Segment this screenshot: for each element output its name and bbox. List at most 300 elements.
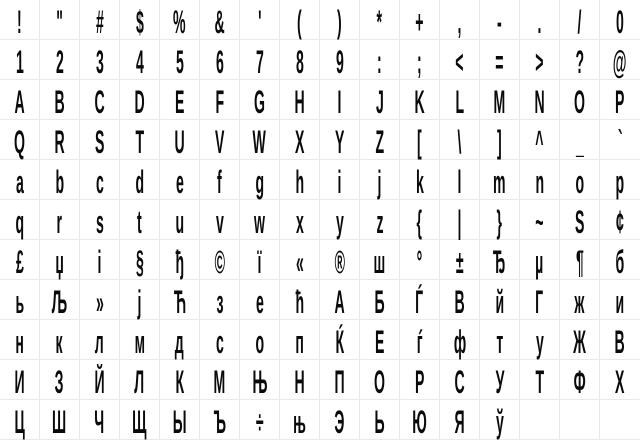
glyph: Ч	[94, 404, 105, 440]
glyph-cell	[0, 280, 40, 320]
glyph-cell	[160, 320, 200, 360]
glyph-cell	[0, 0, 40, 40]
glyph: 2	[55, 44, 64, 80]
glyph-cell	[40, 120, 80, 160]
glyph-cell	[440, 0, 480, 40]
glyph-cell	[400, 280, 440, 320]
glyph-cell	[480, 200, 520, 240]
glyph-cell	[280, 320, 320, 360]
glyph: Э	[334, 404, 345, 440]
glyph-cell	[240, 80, 280, 120]
glyph-cell	[440, 200, 480, 240]
glyph-cell	[40, 80, 80, 120]
glyph-cell	[280, 160, 320, 200]
glyph: v	[215, 204, 224, 240]
glyph: (	[297, 4, 302, 40]
glyph: ®	[334, 244, 345, 280]
glyph-cell	[320, 40, 360, 80]
glyph: 8	[295, 44, 304, 80]
glyph: ?	[575, 44, 584, 80]
glyph: W	[252, 124, 267, 160]
glyph-cell	[240, 40, 280, 80]
glyph-cell	[560, 120, 600, 160]
glyph: x	[295, 204, 304, 240]
glyph: 4	[135, 44, 144, 80]
glyph-cell	[480, 120, 520, 160]
glyph: ^	[535, 124, 544, 160]
glyph: j	[377, 164, 382, 200]
glyph: n	[535, 164, 544, 200]
glyph: +	[415, 4, 424, 40]
glyph: A	[14, 84, 25, 120]
glyph-cell	[600, 80, 640, 120]
glyph-cell	[0, 160, 40, 200]
glyph: с	[215, 324, 224, 360]
glyph: »	[95, 284, 104, 320]
glyph: Т	[535, 364, 544, 400]
glyph: K	[414, 84, 425, 120]
glyph-cell	[160, 200, 200, 240]
glyph: d	[135, 164, 144, 200]
glyph-cell	[560, 80, 600, 120]
glyph-cell	[440, 320, 480, 360]
glyph-cell	[520, 160, 560, 200]
glyph: N	[534, 84, 545, 120]
glyph: &	[214, 4, 225, 40]
glyph-cell	[600, 120, 640, 160]
glyph: ь	[15, 284, 24, 320]
glyph-cell	[120, 120, 160, 160]
glyph-cell	[200, 120, 240, 160]
glyph-cell	[360, 360, 400, 400]
glyph-cell	[240, 120, 280, 160]
glyph: К	[175, 364, 184, 400]
glyph: *	[376, 4, 383, 40]
glyph: п	[295, 324, 304, 360]
glyph: 6	[215, 44, 224, 80]
glyph-cell	[80, 160, 120, 200]
glyph: £	[15, 244, 24, 280]
glyph: Њ	[252, 364, 267, 400]
glyph: '	[257, 4, 262, 40]
glyph: Ж	[573, 324, 586, 360]
glyph: З	[55, 364, 64, 400]
glyph: m	[493, 164, 506, 200]
glyph-cell	[40, 0, 80, 40]
glyph-cell	[240, 160, 280, 200]
glyph: Ф	[573, 364, 586, 400]
glyph: |	[457, 204, 462, 240]
glyph-cell	[480, 40, 520, 80]
glyph: h	[295, 164, 304, 200]
glyph: b	[55, 164, 64, 200]
glyph: 9	[335, 44, 344, 80]
glyph: Щ	[132, 404, 147, 440]
glyph-cell	[40, 160, 80, 200]
glyph-cell	[560, 240, 600, 280]
glyph: Ш	[52, 404, 67, 440]
glyph-cell	[280, 360, 320, 400]
glyph: ±	[455, 244, 464, 280]
glyph-cell	[80, 80, 120, 120]
glyph-cell	[160, 80, 200, 120]
glyph-cell	[40, 40, 80, 80]
glyph-cell	[160, 0, 200, 40]
glyph: у	[535, 324, 544, 360]
glyph-cell	[360, 0, 400, 40]
glyph-cell	[360, 160, 400, 200]
glyph-cell	[400, 0, 440, 40]
glyph: c	[95, 164, 104, 200]
glyph-cell	[40, 280, 80, 320]
glyph-cell	[360, 280, 400, 320]
glyph: В	[614, 324, 626, 360]
glyph: л	[95, 324, 104, 360]
glyph-cell	[520, 400, 560, 440]
glyph-cell	[440, 160, 480, 200]
glyph: p	[615, 164, 625, 200]
glyph: ф	[453, 324, 466, 360]
glyph-cell	[400, 240, 440, 280]
glyph: l	[457, 164, 462, 200]
glyph: !	[17, 4, 22, 40]
glyph-cell	[440, 280, 480, 320]
glyph: }	[496, 204, 503, 240]
glyph: `	[617, 124, 623, 160]
glyph-cell	[200, 320, 240, 360]
glyph-cell	[520, 0, 560, 40]
glyph-cell	[480, 400, 520, 440]
glyph-cell	[560, 320, 600, 360]
glyph: Ќ	[335, 324, 344, 360]
glyph: [	[417, 124, 422, 160]
glyph-cell	[560, 200, 600, 240]
glyph: :	[377, 44, 382, 80]
glyph-cell	[400, 360, 440, 400]
glyph-cell	[120, 200, 160, 240]
glyph-cell	[0, 40, 40, 80]
glyph: Ѕ	[574, 204, 585, 240]
glyph-cell	[440, 240, 480, 280]
glyph-cell	[400, 200, 440, 240]
glyph-cell	[400, 400, 440, 440]
glyph-cell	[120, 400, 160, 440]
glyph-cell	[560, 280, 600, 320]
glyph-cell	[80, 320, 120, 360]
glyph: \	[457, 124, 462, 160]
glyph: µ	[535, 244, 544, 280]
glyph: ћ	[295, 284, 304, 320]
glyph: ÷	[255, 404, 264, 440]
glyph-cell	[120, 360, 160, 400]
glyph-cell	[360, 40, 400, 80]
glyph: .	[537, 4, 542, 40]
glyph: Й	[94, 364, 105, 400]
glyph: k	[415, 164, 424, 200]
glyph-cell	[360, 240, 400, 280]
glyph: I	[337, 84, 342, 120]
glyph-cell	[120, 280, 160, 320]
glyph-cell	[200, 80, 240, 120]
glyph: U	[174, 124, 185, 160]
glyph: ш	[373, 244, 386, 280]
glyph: ©	[214, 244, 225, 280]
glyph: ,	[457, 4, 462, 40]
glyph: P	[615, 84, 625, 120]
glyph: з	[216, 284, 223, 320]
glyph-cell	[360, 400, 400, 440]
glyph: -	[497, 4, 502, 40]
glyph-cell	[520, 40, 560, 80]
glyph-cell	[320, 80, 360, 120]
glyph-cell	[400, 320, 440, 360]
glyph: °	[416, 244, 423, 280]
glyph-cell	[80, 40, 120, 80]
glyph: R	[54, 124, 65, 160]
glyph: ]	[497, 124, 502, 160]
glyph: a	[15, 164, 24, 200]
glyph: Ѓ	[415, 284, 424, 320]
glyph: Л	[134, 364, 145, 400]
glyph-cell	[280, 80, 320, 120]
glyph-cell	[280, 0, 320, 40]
glyph-cell	[440, 400, 480, 440]
glyph: њ	[293, 404, 306, 440]
glyph: џ	[55, 244, 64, 280]
glyph: z	[375, 204, 384, 240]
glyph: 1	[15, 44, 24, 80]
glyph: $	[135, 4, 144, 40]
glyph: f	[217, 164, 222, 200]
glyph-cell	[160, 120, 200, 160]
glyph: С	[454, 364, 465, 400]
glyph-cell	[320, 400, 360, 440]
glyph-cell	[240, 280, 280, 320]
glyph: E	[174, 84, 185, 120]
glyph-cell	[200, 280, 240, 320]
glyph-cell	[240, 240, 280, 280]
glyph: Ю	[412, 404, 427, 440]
glyph-cell	[560, 0, 600, 40]
glyph-cell	[400, 80, 440, 120]
glyph-cell	[0, 320, 40, 360]
glyph-cell	[600, 160, 640, 200]
glyph: 7	[255, 44, 264, 80]
glyph-cell	[600, 0, 640, 40]
glyph: H	[294, 84, 305, 120]
glyph: ј	[137, 284, 142, 320]
glyph-cell	[80, 200, 120, 240]
glyph: А	[334, 284, 345, 320]
glyph-cell	[40, 320, 80, 360]
glyph-cell	[520, 320, 560, 360]
glyph-cell	[320, 160, 360, 200]
glyph-cell	[480, 160, 520, 200]
glyph: Н	[294, 364, 305, 400]
glyph: %	[173, 4, 186, 40]
glyph: Z	[375, 124, 384, 160]
glyph: "	[56, 4, 63, 40]
glyph-cell	[200, 240, 240, 280]
glyph-cell	[80, 360, 120, 400]
glyph: ї	[257, 244, 262, 280]
glyph-cell	[520, 80, 560, 120]
glyph-cell	[600, 40, 640, 80]
glyph: ;	[417, 44, 422, 80]
glyph: B	[54, 84, 65, 120]
glyph: и	[615, 284, 625, 320]
glyph: 3	[95, 44, 104, 80]
glyph: И	[14, 364, 25, 400]
glyph: J	[375, 84, 384, 120]
glyph: і	[97, 244, 102, 280]
glyph: Q	[14, 124, 25, 160]
glyph: w	[254, 204, 265, 240]
glyph-cell	[440, 120, 480, 160]
glyph-cell	[320, 120, 360, 160]
glyph: C	[94, 84, 105, 120]
glyph-cell	[360, 320, 400, 360]
glyph: M	[493, 84, 506, 120]
glyph-cell	[160, 400, 200, 440]
glyph-cell	[40, 360, 80, 400]
glyph-cell	[240, 0, 280, 40]
glyph: ђ	[175, 244, 184, 280]
glyph: L	[455, 84, 464, 120]
glyph-cell	[80, 400, 120, 440]
glyph-cell	[120, 160, 160, 200]
glyph-cell	[280, 120, 320, 160]
glyph-cell	[520, 120, 560, 160]
glyph-cell	[80, 120, 120, 160]
glyph: F	[215, 84, 224, 120]
glyph: м	[134, 324, 145, 360]
glyph-cell	[160, 240, 200, 280]
glyph: )	[337, 4, 342, 40]
glyph-cell	[40, 400, 80, 440]
glyph: O	[574, 84, 585, 120]
glyph-cell	[160, 360, 200, 400]
glyph: V	[214, 124, 225, 160]
glyph: y	[335, 204, 344, 240]
glyph: Ц	[14, 404, 25, 440]
glyph: e	[175, 164, 184, 200]
glyph-cell	[480, 80, 520, 120]
glyph: <	[455, 44, 464, 80]
glyph: к	[55, 324, 64, 360]
glyph-cell	[440, 80, 480, 120]
glyph-cell	[200, 0, 240, 40]
glyph-cell	[120, 40, 160, 80]
glyph: 0	[616, 4, 624, 40]
glyph: X	[294, 124, 305, 160]
glyph: е	[255, 284, 264, 320]
glyph-cell	[240, 200, 280, 240]
glyph-cell	[80, 280, 120, 320]
glyph-cell	[520, 360, 560, 400]
glyph: S	[94, 124, 105, 160]
glyph: #	[95, 4, 104, 40]
glyph: §	[135, 244, 144, 280]
glyph: >	[535, 44, 544, 80]
glyph-cell	[480, 320, 520, 360]
glyph-cell	[160, 280, 200, 320]
glyph-cell	[480, 360, 520, 400]
glyph-cell	[40, 240, 80, 280]
glyph-cell	[280, 280, 320, 320]
glyph: ¶	[575, 244, 584, 280]
glyph-cell	[200, 200, 240, 240]
glyph: i	[337, 164, 342, 200]
glyph: r	[56, 204, 63, 240]
glyph-cell	[80, 0, 120, 40]
glyph-cell	[360, 120, 400, 160]
glyph: Р	[414, 364, 425, 400]
glyph-cell	[600, 200, 640, 240]
glyph-cell	[200, 360, 240, 400]
glyph-cell	[400, 160, 440, 200]
glyph: Х	[615, 364, 625, 400]
glyph: Ђ	[493, 244, 506, 280]
glyph-cell	[0, 120, 40, 160]
glyph-cell	[240, 320, 280, 360]
glyph-cell	[0, 360, 40, 400]
glyph-cell	[120, 320, 160, 360]
glyph: «	[295, 244, 304, 280]
glyph: У	[495, 364, 504, 400]
glyph: 5	[175, 44, 184, 80]
glyph-cell	[200, 160, 240, 200]
glyph-cell	[400, 40, 440, 80]
glyph-cell	[320, 0, 360, 40]
glyph: Г	[535, 284, 544, 320]
glyph-cell	[0, 80, 40, 120]
glyph-cell	[0, 400, 40, 440]
glyph-cell	[320, 280, 360, 320]
glyph: Б	[374, 284, 385, 320]
glyph: о	[255, 324, 264, 360]
glyph: _	[575, 124, 584, 160]
glyph-cell	[280, 40, 320, 80]
glyph-cell	[160, 40, 200, 80]
glyph-cell	[40, 200, 80, 240]
glyph: Ы	[172, 404, 187, 440]
glyph: В	[454, 284, 465, 320]
glyph: ~	[535, 204, 544, 240]
glyph: Ь	[374, 404, 385, 440]
glyph: ў	[495, 404, 504, 440]
glyph: q	[15, 204, 24, 240]
glyph: М	[213, 364, 226, 400]
glyph-cell	[0, 240, 40, 280]
glyph: ѓ	[416, 324, 423, 360]
glyph-cell	[600, 240, 640, 280]
glyph: u	[175, 204, 184, 240]
glyph: Е	[374, 324, 385, 360]
glyph: T	[135, 124, 144, 160]
glyph-cell	[480, 240, 520, 280]
glyph-cell	[360, 200, 400, 240]
glyph: т	[496, 324, 503, 360]
glyph: П	[334, 364, 345, 400]
glyph-cell	[480, 0, 520, 40]
glyph: g	[255, 164, 264, 200]
glyph: s	[95, 204, 104, 240]
glyph: @	[613, 44, 627, 80]
glyph: {	[416, 204, 423, 240]
glyph-cell	[320, 240, 360, 280]
glyph-cell	[600, 280, 640, 320]
